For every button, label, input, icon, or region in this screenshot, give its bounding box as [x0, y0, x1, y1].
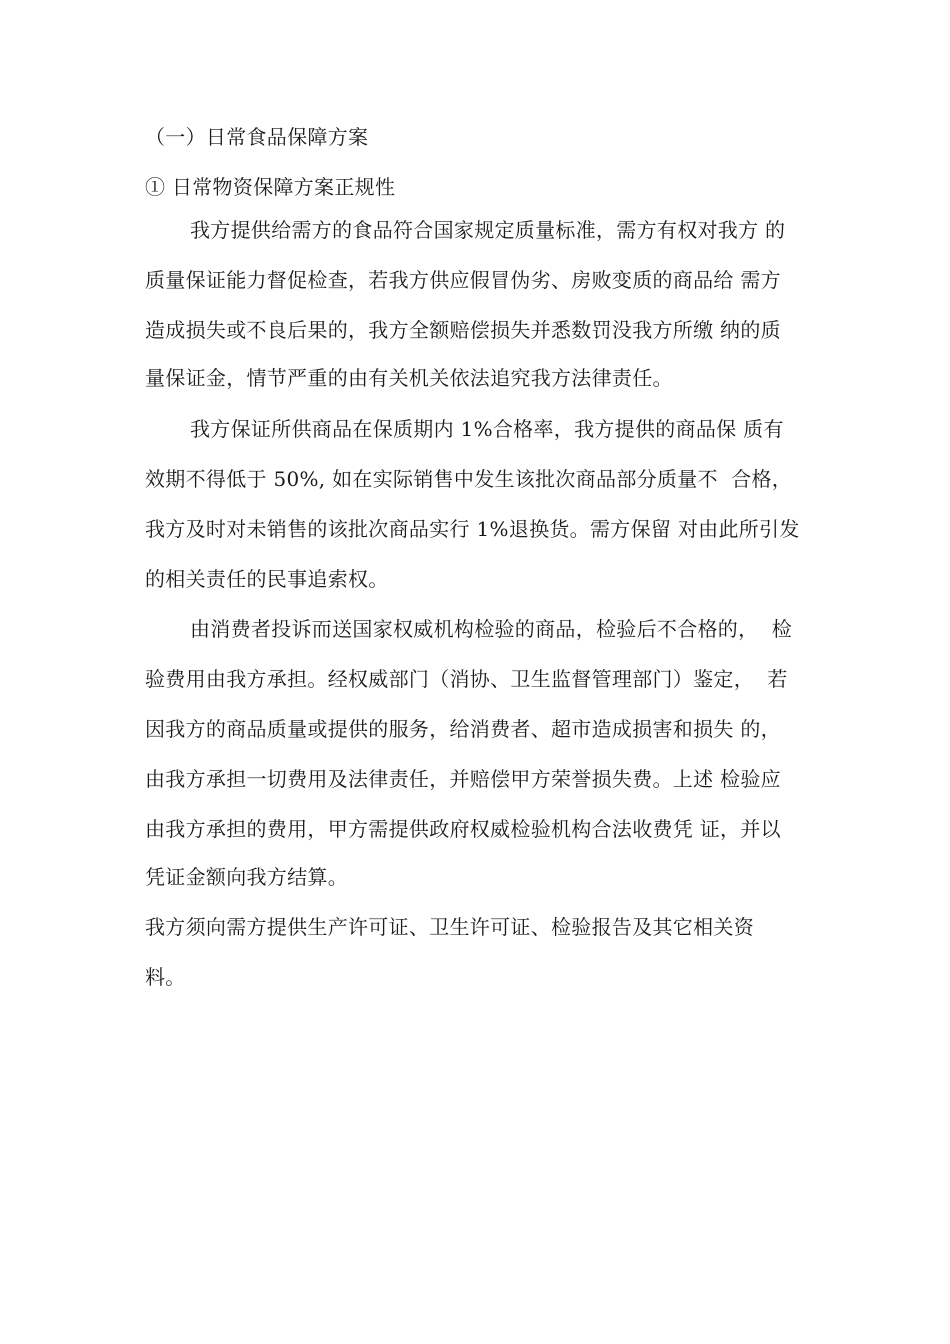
paragraph-line: 因我方的商品质量或提供的服务，给消费者、超市造成损害和损失 的，	[145, 717, 781, 741]
paragraph-line: 我方保证所供商品在保质期内 1%合格率，我方提供的商品保 质有	[190, 417, 784, 441]
paragraph-line: 凭证金额向我方结算。	[145, 865, 348, 889]
paragraph-line: 料。	[145, 965, 186, 989]
paragraph-line: 的相关责任的民事追索权。	[145, 567, 389, 591]
paragraph-line: 我方须向需方提供生产许可证、卫生许可证、检验报告及其它相关资	[145, 915, 754, 939]
paragraph-line: 造成损失或不良后果的，我方全额赔偿损失并悉数罚没我方所缴 纳的质	[145, 318, 781, 342]
section-subheading: ① 日常物资保障方案正规性	[145, 175, 396, 199]
section-heading: （一）日常食品保障方案	[145, 125, 369, 149]
paragraph-line: 由我方承担一切费用及法律责任，并赔偿甲方荣誉损失费。上述 检验应	[145, 767, 781, 791]
paragraph-line: 我方及时对未销售的该批次商品实行 1%退换货。需方保留 对由此所引发	[145, 517, 800, 541]
paragraph-line: 量保证金，情节严重的由有关机关依法追究我方法律责任。	[145, 366, 673, 390]
paragraph-line: 由我方承担的费用，甲方需提供政府权威检验机构合法收费凭 证，并以	[145, 817, 781, 841]
paragraph-line: 验费用由我方承担。经权威部门（消协、卫生监督管理部门）鉴定， 若	[145, 667, 788, 691]
paragraph-line: 质量保证能力督促检查，若我方供应假冒伪劣、房败变质的商品给 需方	[145, 268, 781, 292]
paragraph-line: 由消费者投诉而送国家权威机构检验的商品，检验后不合格的， 检	[190, 617, 793, 641]
paragraph-line: 我方提供给需方的食品符合国家规定质量标准，需方有权对我方 的	[190, 218, 786, 242]
paragraph-line: 效期不得低于 50%, 如在实际销售中发生该批次商品部分质量不 合格，	[145, 467, 793, 491]
